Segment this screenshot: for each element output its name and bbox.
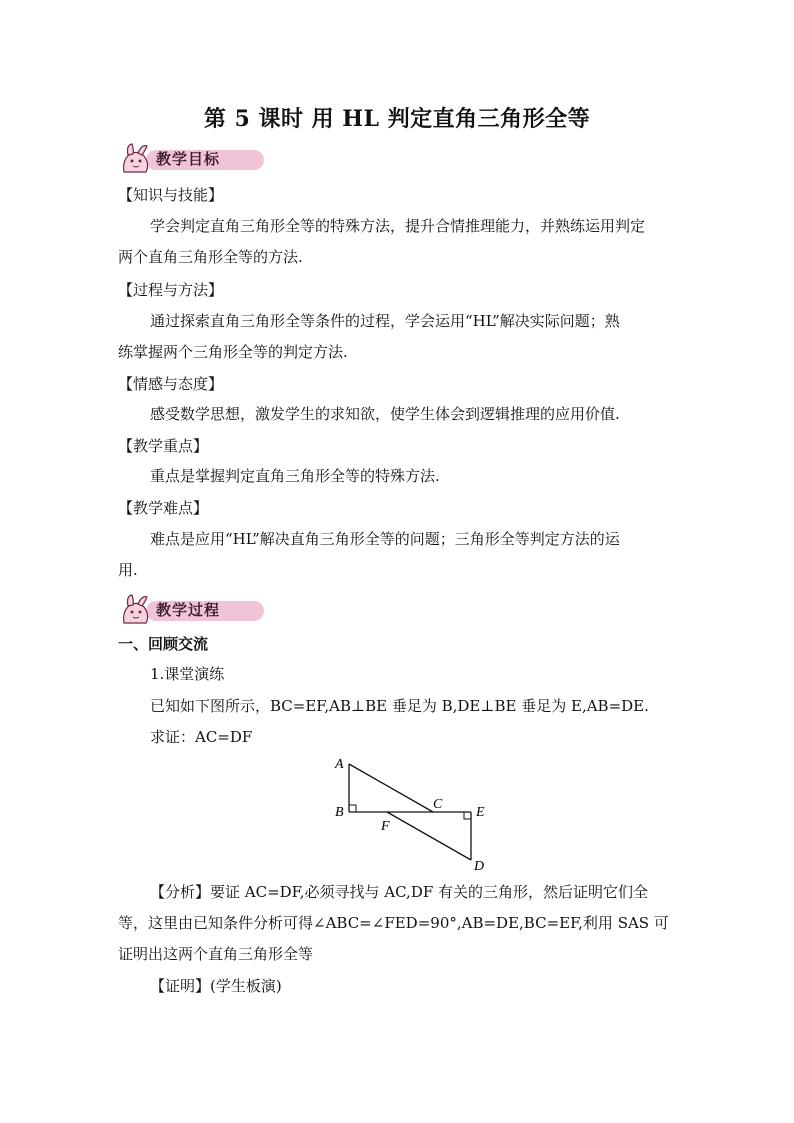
- mascot-icon: [124, 595, 148, 623]
- key-point-line-1: 重点是掌握判定直角三角形全等的特殊方法.: [150, 467, 440, 485]
- mascot-icon: [124, 144, 148, 172]
- knowledge-line-1: 学会判定直角三角形全等的特殊方法，提升合情推理能力，并熟练运用判定: [150, 217, 646, 235]
- process-method-line-1: 通过探索直角三角形全等条件的过程，学会运用“HL”解决实际问题；熟: [150, 312, 620, 330]
- geometry-figure: [325, 752, 495, 877]
- process-method-heading: 【过程与方法】: [118, 281, 224, 299]
- point-label-a: A: [335, 757, 344, 772]
- process-method-line-2: 练掌握两个三角形全等的判定方法.: [118, 343, 348, 361]
- emotion-line-1: 感受数学思想，激发学生的求知欲，使学生体会到逻辑推理的应用价值.: [150, 405, 620, 423]
- right-angle-mark-e: [464, 812, 471, 819]
- review-sub: 1.课堂演练: [150, 665, 225, 683]
- segment-ac: [349, 764, 433, 812]
- analysis-line-1: 【分析】要证 AC=DF,必须寻找与 AC,DF 有关的三角形，然后证明它们全: [150, 883, 649, 901]
- review-prove: 求证：AC=DF: [150, 728, 253, 746]
- emotion-heading: 【情感与态度】: [118, 375, 224, 393]
- page-title: 第 5 课时 用 HL 判定直角三角形全等: [203, 106, 591, 132]
- point-label-c: C: [433, 797, 443, 812]
- point-label-d: D: [474, 859, 485, 874]
- difficulty-line-1: 难点是应用“HL”解决直角三角形全等的问题；三角形全等判定方法的运: [150, 530, 620, 548]
- point-label-e: E: [476, 805, 485, 820]
- proof-line-1: 【证明】(学生板演): [150, 977, 282, 995]
- segment-fd: [387, 812, 471, 860]
- section-badge-label: 教学目标: [156, 150, 221, 168]
- point-label-f: F: [381, 819, 390, 834]
- review-given: 已知如下图所示，BC=EF,AB⊥BE 垂足为 B,DE⊥BE 垂足为 E,AB=DE.: [150, 697, 649, 715]
- key-point-heading: 【教学重点】: [118, 437, 209, 455]
- knowledge-heading: 【知识与技能】: [118, 186, 224, 204]
- review-heading: 一、回顾交流: [118, 635, 209, 653]
- analysis-line-3: 证明出这两个直角三角形全等: [118, 945, 314, 963]
- analysis-line-2: 等，这里由已知条件分析可得∠ABC=∠FED=90°,AB=DE,BC=EF,利用 SAS 可: [118, 914, 669, 932]
- difficulty-heading: 【教学难点】: [118, 499, 209, 517]
- right-angle-mark-b: [349, 805, 356, 812]
- section-badge-goals: [118, 142, 268, 176]
- knowledge-line-2: 两个直角三角形全等的方法.: [118, 248, 303, 266]
- section-badge-process: [118, 593, 268, 627]
- point-label-b: B: [335, 805, 344, 820]
- difficulty-line-2: 用.: [118, 561, 138, 579]
- section-badge-label: 教学过程: [156, 601, 221, 619]
